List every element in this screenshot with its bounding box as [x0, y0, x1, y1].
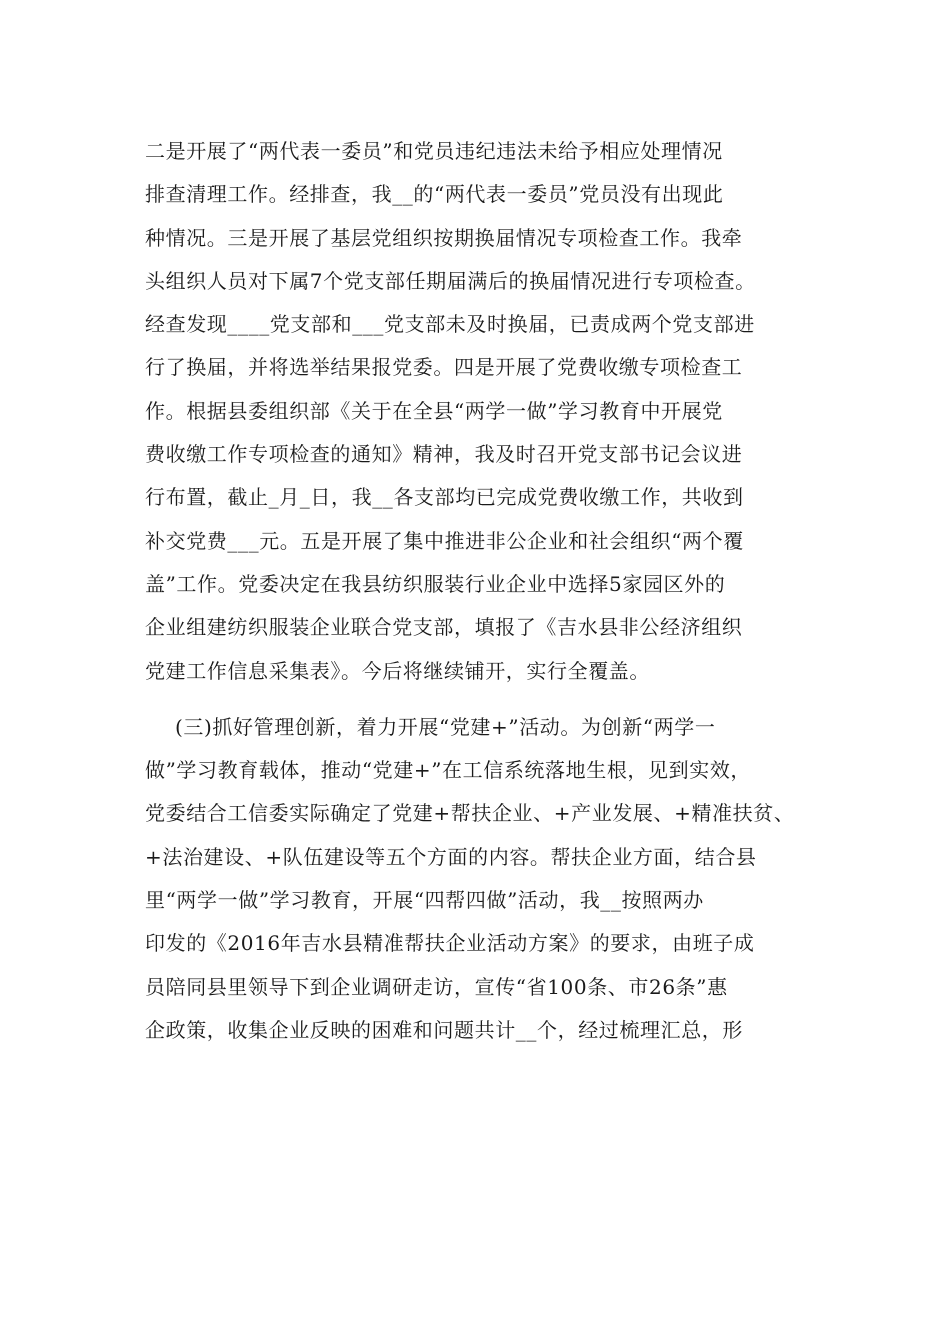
text-line: 二是开展了“两代表一委员”和党员违纪违法未给予相应处理情况	[145, 139, 723, 163]
text-line: 作。根据县委组织部《关于在全县“两学一做”学习教育中开展党	[145, 398, 723, 423]
text-line: (三)抓好管理创新，着力开展“党建+”活动。为创新“两学一	[175, 714, 716, 739]
text-line: 企业组建纺织服装企业联合党支部，填报了《吉水县非公经济组织	[145, 615, 743, 640]
text-line: 党委结合工信委实际确定了党建+帮扶企业、+产业发展、+精准扶贫、	[145, 801, 795, 826]
text-line: +法治建设、+队伍建设等五个方面的内容。帮扶企业方面，结合县	[145, 844, 757, 869]
text-line: 经查发现____党支部和___党支部未及时换届，已责成两个党支部进	[145, 312, 755, 337]
text-line: 费收缴工作专项检查的通知》精神，我及时召开党支部书记会议进	[145, 442, 743, 467]
text-line: 补交党费___元。五是开展了集中推进非公企业和社会组织“两个覆	[145, 528, 744, 553]
text-line: 员陪同县里领导下到企业调研走访，宣传“省100条、市26条”惠	[145, 974, 728, 999]
paragraph-1	[145, 130, 825, 693]
text-line: 行布置，截止_月_日，我__各支部均已完成党费收缴工作，共收到	[145, 485, 744, 510]
text-line: 印发的《2016年吉水县精准帮扶企业活动方案》的要求，由班子成	[145, 931, 755, 956]
document-body	[145, 130, 825, 1052]
text-line: 行了换届，并将选举结果报党委。四是开展了党费收缴专项检查工	[145, 355, 743, 380]
paragraph-2	[145, 706, 825, 1052]
text-line: 企政策，收集企业反映的困难和问题共计__个，经过梳理汇总，形	[145, 1017, 743, 1042]
text-line: 党建工作信息采集表》。今后将继续铺开，实行全覆盖。	[145, 658, 650, 683]
paragraph-gap	[145, 693, 825, 706]
text-line: 种情况。三是开展了基层党组织按期换届情况专项检查工作。我牵	[145, 225, 743, 250]
text-line: 排查清理工作。经排查，我__的“两代表一委员”党员没有出现此	[145, 182, 724, 207]
text-line: 里“两学一做”学习教育，开展“四帮四做”活动，我__按照两办	[145, 888, 704, 913]
text-line: 做”学习教育载体，推动“党建+”在工信系统落地生根，见到实效，	[145, 758, 752, 783]
text-line: 头组织人员对下属7个党支部任期届满后的换届情况进行专项检查。	[145, 268, 756, 293]
text-line: 盖”工作。党委决定在我县纺织服装行业企业中选择5家园区外的	[145, 571, 726, 596]
